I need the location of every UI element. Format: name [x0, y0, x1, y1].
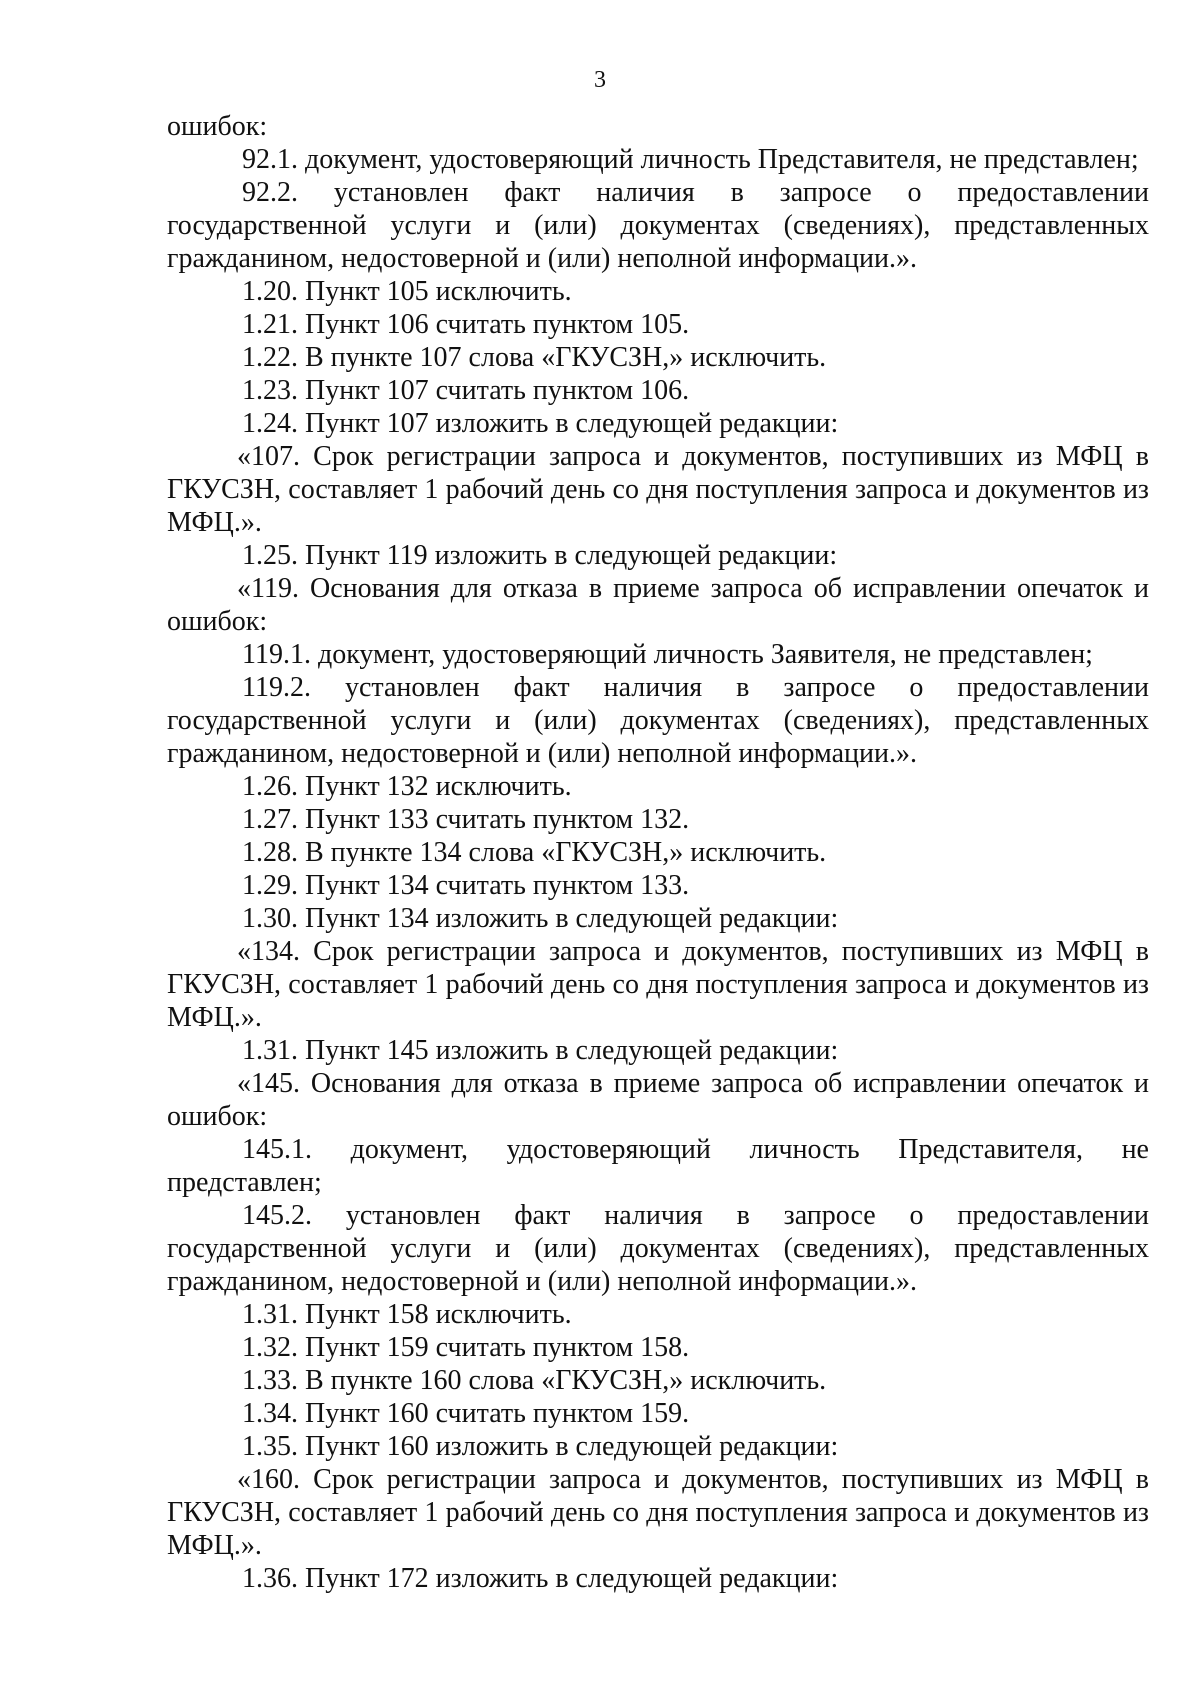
- paragraph: 1.20. Пункт 105 исключить.: [242, 276, 572, 307]
- paragraph: 1.36. Пункт 172 изложить в следующей редакции:: [242, 1563, 839, 1594]
- document-body: [167, 110, 1149, 1595]
- paragraph: 1.27. Пункт 133 считать пунктом 132.: [242, 804, 690, 835]
- paragraph: 1.29. Пункт 134 считать пунктом 133.: [242, 870, 690, 901]
- paragraph: 1.28. В пункте 134 слова «ГКУСЗН,» исключить.: [242, 837, 827, 868]
- paragraph: «134. Срок регистрации запроса и документов, поступивших из МФЦ в ГКУСЗН, составляет 1 рабочий день со дня поступления запроса и документов из МФЦ.».: [167, 936, 1149, 1033]
- paragraph: «160. Срок регистрации запроса и документов, поступивших из МФЦ в ГКУСЗН, составляет 1 рабочий день со дня поступления запроса и документов из МФЦ.».: [167, 1464, 1149, 1561]
- paragraph: 1.21. Пункт 106 считать пунктом 105.: [242, 309, 690, 340]
- paragraph: 1.35. Пункт 160 изложить в следующей редакции:: [242, 1431, 839, 1462]
- paragraph: 92.2. установлен факт наличия в запросе о предоставлении государственной услуги и (или) документах (сведениях), представленных гражданином, недостоверной и (или) неполной информации.».: [167, 177, 1149, 274]
- paragraph: 1.24. Пункт 107 изложить в следующей редакции:: [242, 408, 839, 439]
- paragraph: «119. Основания для отказа в приеме запроса об исправлении опечаток и ошибок:: [167, 573, 1149, 637]
- paragraph: 119.2. установлен факт наличия в запросе о предоставлении государственной услуги и (или) документах (сведениях), представленных гражданином, недостоверной и (или) неполной информации.».: [167, 672, 1149, 769]
- paragraph: 1.31. Пункт 145 изложить в следующей редакции:: [242, 1035, 839, 1066]
- paragraph: 1.31. Пункт 158 исключить.: [242, 1299, 572, 1330]
- paragraph: 1.33. В пункте 160 слова «ГКУСЗН,» исключить.: [242, 1365, 827, 1396]
- page-number: 3: [594, 67, 606, 93]
- paragraph: 145.2. установлен факт наличия в запросе о предоставлении государственной услуги и (или) документах (сведениях), представленных гражданином, недостоверной и (или) неполной информации.».: [167, 1200, 1149, 1297]
- paragraph: 145.1. документ, удостоверяющий личность Представителя, не представлен;: [167, 1134, 1149, 1198]
- paragraph: 1.25. Пункт 119 изложить в следующей редакции:: [242, 540, 838, 571]
- paragraph: 1.22. В пункте 107 слова «ГКУСЗН,» исключить.: [242, 342, 827, 373]
- paragraph: 1.30. Пункт 134 изложить в следующей редакции:: [242, 903, 839, 934]
- paragraph: 1.26. Пункт 132 исключить.: [242, 771, 572, 802]
- paragraph: 92.1. документ, удостоверяющий личность Представителя, не представлен;: [242, 144, 1139, 175]
- paragraph: 119.1. документ, удостоверяющий личность Заявителя, не представлен;: [242, 639, 1093, 670]
- paragraph: 1.32. Пункт 159 считать пунктом 158.: [242, 1332, 690, 1363]
- paragraph: 1.23. Пункт 107 считать пунктом 106.: [242, 375, 690, 406]
- paragraph: «107. Срок регистрации запроса и документов, поступивших из МФЦ в ГКУСЗН, составляет 1 рабочий день со дня поступления запроса и документов из МФЦ.».: [167, 441, 1149, 538]
- paragraph: 1.34. Пункт 160 считать пунктом 159.: [242, 1398, 690, 1429]
- paragraph: «145. Основания для отказа в приеме запроса об исправлении опечаток и ошибок:: [167, 1068, 1149, 1132]
- paragraph: ошибок:: [167, 111, 268, 142]
